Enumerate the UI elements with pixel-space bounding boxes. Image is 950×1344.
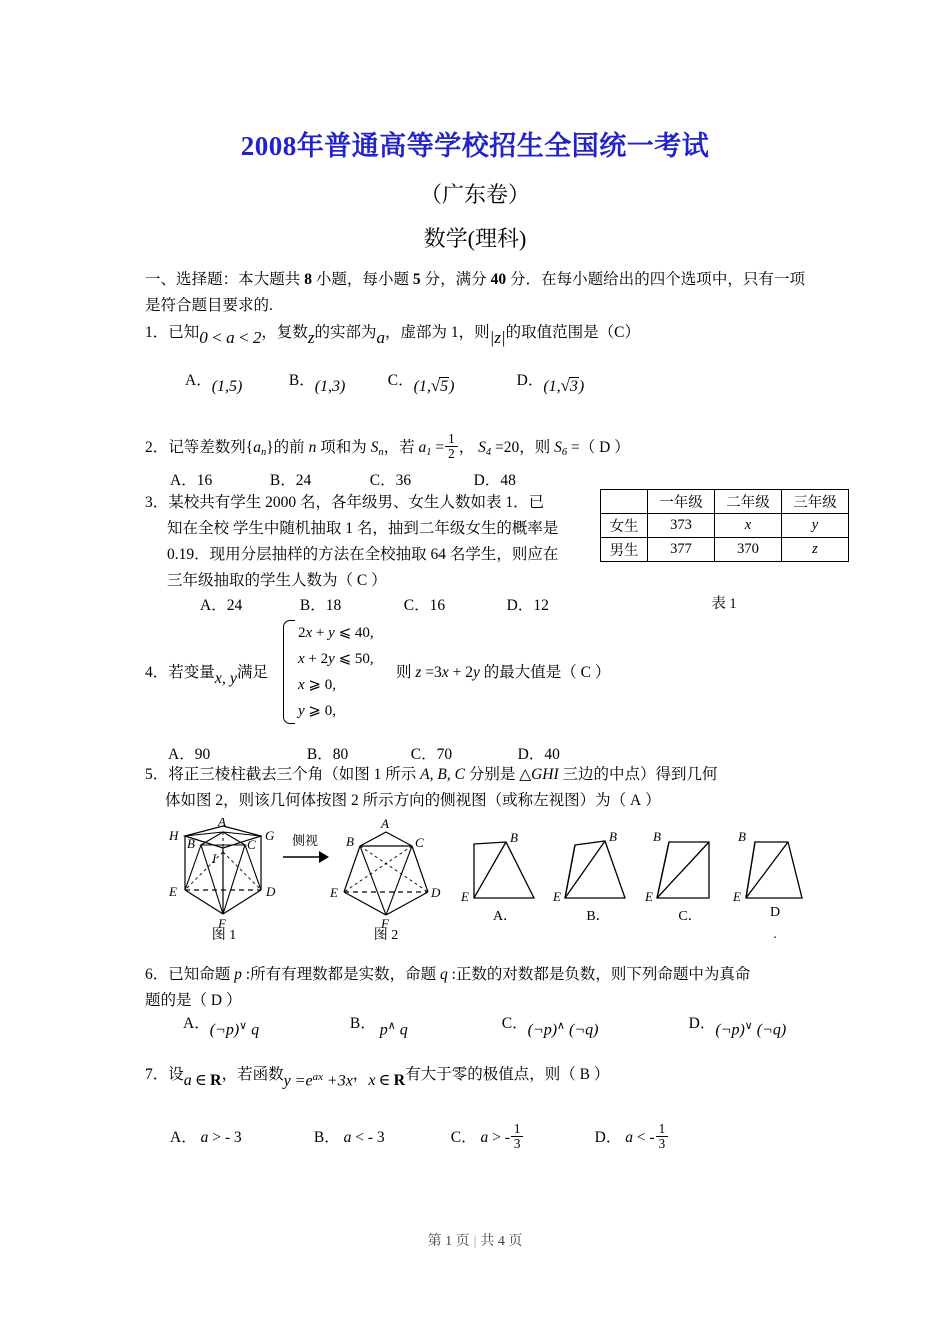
q4-option-a: A．90 xyxy=(168,746,211,763)
side-view-arrow xyxy=(281,830,329,865)
svg-text:E: E xyxy=(461,889,469,904)
q4-ineq-2: x + 2y ⩽ 50, xyxy=(298,651,374,667)
svg-text:F: F xyxy=(381,916,389,930)
q1-number: 1． xyxy=(145,324,169,341)
table-header-row xyxy=(601,490,849,514)
title-year: 2008 xyxy=(240,131,297,161)
q7-number: 7． xyxy=(145,1066,169,1083)
q7-option-b: B． a < - 3 xyxy=(313,1128,385,1146)
q1-text-c: 的实部为 xyxy=(314,324,377,341)
q5-number: 5． xyxy=(145,766,169,783)
svg-text:B: B xyxy=(346,834,354,849)
document-subtitle: （广东卷） xyxy=(419,182,530,207)
cell-female-grade2: x xyxy=(715,514,782,538)
q3-option-d: D．12 xyxy=(506,597,549,614)
cell-male-grade1: 377 xyxy=(648,538,715,562)
svg-text:I: I xyxy=(212,851,217,866)
q4-ineq-1: 2x + y ⩽ 40, xyxy=(298,625,374,641)
q5-option-b-caption: B． xyxy=(586,909,610,924)
q1-answer: C xyxy=(614,324,625,341)
q5-option-a-caption: A． xyxy=(492,909,518,924)
question-1-options xyxy=(185,368,825,396)
q1-var-z: z xyxy=(307,328,315,347)
figure-2-solid xyxy=(330,818,442,930)
q3-line-4: 三年级抽取的学生人数为（ C ） xyxy=(167,572,387,589)
table-row-label-female: 女生 xyxy=(601,514,648,538)
table-corner-cell xyxy=(601,490,648,514)
system-brace xyxy=(283,620,295,724)
side-view-label: 侧视 xyxy=(291,833,318,848)
q1-text-d: ，虚部为 1，则 xyxy=(385,324,490,341)
q4-ineq-4: y ⩾ 0, xyxy=(298,703,336,719)
q2-option-d: D．48 xyxy=(473,472,516,489)
q4-ineq-3: x ⩾ 0, xyxy=(298,677,336,693)
q5-option-c-caption: C． xyxy=(678,909,702,924)
svg-text:A: A xyxy=(218,818,226,829)
svg-text:E: E xyxy=(733,889,741,904)
question-4-options xyxy=(168,742,808,764)
svg-text:C: C xyxy=(415,835,424,850)
q5-option-c-figure xyxy=(645,828,735,913)
q2-number: 2． xyxy=(145,438,169,456)
intro-mid1: 小题，每小题 xyxy=(311,271,413,288)
intro-suffix: 分．在每小题给出的四个选项中，只有一项是符合题目要求的. xyxy=(145,271,805,314)
svg-text:D: D xyxy=(266,884,276,899)
svg-text:E: E xyxy=(645,889,653,904)
q2-option-b: B．24 xyxy=(269,472,312,489)
q1-text-e: 的取值范围是（ xyxy=(505,324,615,341)
footer-current-page: 第 1 页 xyxy=(427,1234,470,1249)
q5-option-d-caption: D xyxy=(769,905,781,920)
q1-var-a: a xyxy=(376,328,385,347)
document-subject: 数学(理科) xyxy=(423,226,527,251)
q3-option-a: A．24 xyxy=(200,597,243,614)
svg-text:C: C xyxy=(247,837,256,852)
svg-text:E: E xyxy=(330,885,338,900)
footer-separator: | xyxy=(473,1234,477,1249)
cell-male-grade2: 370 xyxy=(715,538,782,562)
q6-line-2: 题的是（ D ） xyxy=(145,992,242,1009)
table-header-grade1: 一年级 xyxy=(648,490,715,514)
q3-line-1: 3．某校共有学生 2000 名，各年级男、女生人数如表 1．已 xyxy=(145,494,545,511)
q1-modulus: |z| xyxy=(489,328,506,347)
q3-line-3: 0.19．现用分层抽样的方法在全校抽取 64 名学生，则应在 xyxy=(167,546,559,563)
question-6-stem xyxy=(145,962,825,1014)
page-footer xyxy=(0,1230,950,1250)
q5-answer: A xyxy=(630,792,642,809)
svg-text:H: H xyxy=(169,828,179,843)
q4-answer: C xyxy=(580,664,591,681)
svg-text:G: G xyxy=(265,828,275,843)
cell-female-grade3: y xyxy=(782,514,849,538)
q6-option-c: C．(¬p)∧ (¬q) xyxy=(501,1015,599,1038)
figure-2-caption: 图 2 xyxy=(373,928,399,943)
svg-text:B: B xyxy=(653,829,661,844)
table-header-grade3: 三年级 xyxy=(782,490,849,514)
q3-option-c: C．16 xyxy=(403,597,446,614)
table-row xyxy=(601,514,849,538)
svg-text:B: B xyxy=(510,830,518,845)
question-2-stem: 2．记等差数列$\{a_n\}$的前 n 项和为 $S_n$，若 $a_1$ = $\frac{1}{2}$ ， $S_4 =20$，则 $S_6$ =（ D ） xyxy=(145,431,630,461)
page-title xyxy=(0,124,950,163)
q1-text-b: ，复数 xyxy=(261,324,308,341)
q6-option-b: B． p∧ q xyxy=(349,1015,408,1038)
question-5-stem xyxy=(145,762,825,814)
question-6-options xyxy=(183,1011,843,1039)
question-3-stem xyxy=(145,490,595,594)
title-rest: 年普通高等学校招生全国统一考试 xyxy=(296,131,710,161)
cell-male-grade3: z xyxy=(782,538,849,562)
svg-text:E: E xyxy=(169,884,177,899)
q5-line-2: 体如图 2，则该几何体按图 2 所示方向的侧视图（或称左视图）为（ A ） xyxy=(165,792,661,809)
footer-total-pages: 共 4 页 xyxy=(480,1234,523,1249)
svg-text:B: B xyxy=(187,836,195,851)
table-row-label-male: 男生 xyxy=(601,538,648,562)
q2-option-a: A．16 xyxy=(170,472,213,489)
question-7-stem: 7．设a ∈ R，若函数$y =e^{ax} +3x$，x ∈ R有大于零的极值点，则（ B ） xyxy=(145,1066,610,1089)
question-4-stem-right: 则 z =3x + 2y 的最大值是（ C ） xyxy=(396,664,611,681)
intro-mid2: 分，满分 xyxy=(420,271,491,288)
figure-1-caption: 图 1 xyxy=(211,928,237,943)
q6-option-a: A．(¬p)∨ q xyxy=(183,1015,260,1038)
intro-points: 5 xyxy=(412,271,421,288)
q3-option-b: B．18 xyxy=(299,597,342,614)
q6-number: 6． xyxy=(145,966,169,983)
svg-text:D: D xyxy=(431,885,441,900)
intro-total: 40 xyxy=(490,271,507,288)
cell-female-grade1: 373 xyxy=(648,514,715,538)
q4-option-c: C．70 xyxy=(410,746,453,763)
q4-inequality-system xyxy=(283,620,374,724)
question-1-stem xyxy=(145,320,810,351)
q6-line-1: 6．已知命题 p :所有有理数都是实数，命题 q :正数的对数都是负数，则下列命题中为真命 xyxy=(145,966,751,983)
q4-option-b: B．80 xyxy=(306,746,349,763)
q6-answer: D xyxy=(210,992,223,1009)
q5-option-b-figure xyxy=(553,828,643,913)
question-7-options xyxy=(170,1122,830,1151)
table-row xyxy=(601,538,849,562)
q1-text-a: 已知 xyxy=(168,324,200,341)
q5-option-a-figure xyxy=(460,828,550,913)
section-intro xyxy=(145,267,805,319)
q1-option-c: C．(1,√5) xyxy=(387,372,455,395)
q4-number: 4． xyxy=(145,664,169,681)
q3-number: 3． xyxy=(145,494,169,511)
q1-text-f: ） xyxy=(624,324,641,341)
q5-line-1: 5．将正三棱柱截去三个角（如图 1 所示 A, B, C 分别是 △GHI 三边的中点）得到几何 xyxy=(145,766,718,783)
question-4-stem-left: 4．若变量x, y满足 xyxy=(145,664,269,687)
q6-option-d: D．(¬p)∨ (¬q) xyxy=(688,1015,787,1038)
q1-condition: 0 < a < 2 xyxy=(199,328,262,347)
q4-option-d: D．40 xyxy=(517,746,560,763)
question-3-options xyxy=(200,593,600,615)
svg-text:B: B xyxy=(738,829,746,844)
q7-option-c: C． a > - $\frac{1}{3}$ xyxy=(451,1122,591,1151)
question-2-options xyxy=(170,468,810,490)
figure-1-prism xyxy=(163,818,285,930)
q3-line-2: 知在全校 学生中随机抽取 1 名，抽到二年级女生的概率是 xyxy=(167,520,559,537)
q7-option-a: A． a > - 3 xyxy=(170,1128,242,1146)
q1-option-d: D．(1,√3) xyxy=(516,372,585,395)
svg-text:E: E xyxy=(553,889,561,904)
svg-text:A: A xyxy=(381,818,389,831)
q1-option-a: A．(1,5) xyxy=(185,372,243,395)
q7-option-d: D． a < - $\frac{1}{3}$ xyxy=(595,1122,670,1151)
table-header-grade2: 二年级 xyxy=(715,490,782,514)
q2-option-c: C．36 xyxy=(369,472,412,489)
svg-text:F: F xyxy=(218,916,226,930)
q1-option-b: B．(1,3) xyxy=(288,372,346,395)
intro-count: 8 xyxy=(304,271,312,288)
q2-answer: D xyxy=(599,438,611,456)
table-caption: 表 1 xyxy=(711,596,737,612)
grade-table xyxy=(600,489,849,562)
q5-option-d-period: . xyxy=(773,927,777,942)
intro-prefix: 一、选择题：本大题共 xyxy=(145,271,305,288)
svg-text:B: B xyxy=(609,829,617,844)
q5-option-d-figure xyxy=(730,828,820,913)
